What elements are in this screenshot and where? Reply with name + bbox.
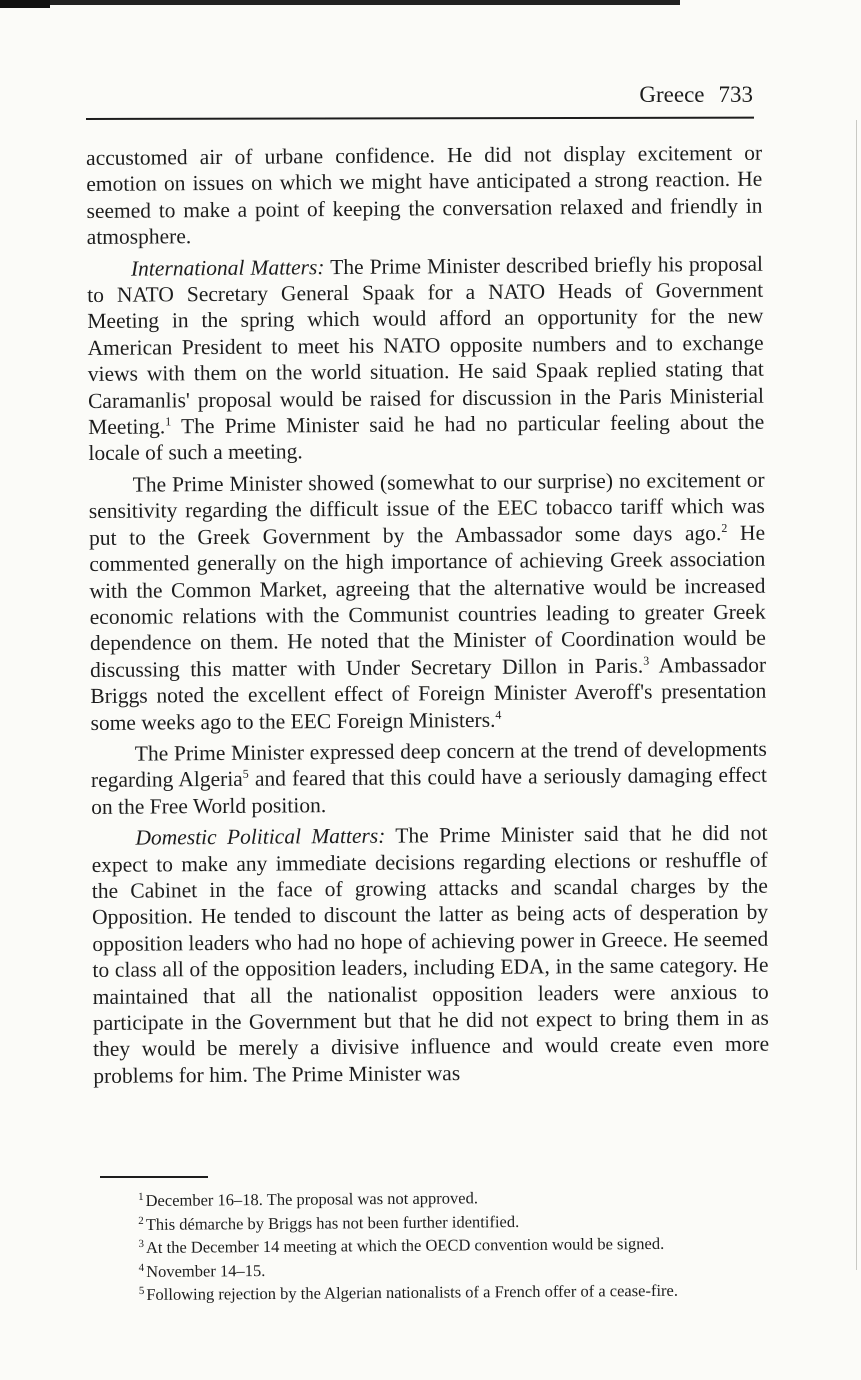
footnote-2: $^2$ This démarche by Briggs has not been further identified. (138, 1211, 520, 1234)
paragraph-1: accustomed air of urbane confidence. He did not display excitement or emotion on issues on which we might have anticipated a strong reaction. He seemed to make a point of keeping the conversation relaxed and friendly in atmosphere. (86, 140, 763, 250)
footnote-1: $^1$ December 16–18. The proposal was not approved. (138, 1188, 479, 1210)
paragraph-2: International Matters: The Prime Minister described briefly his proposal to NATO Secretary General Spaak for a NATO Heads of Government Meeting in the spring which would afford an opportunity for the new American President to meet his NATO opposite numbers and to exchange views with them on the world situation. He said Spaak replied stating that Caramanlis' proposal would be raised for discussion in the Paris Ministerial Meeting.$^1$ The Prime Minister said he had no particular feeling about the locale of such a meeting. (87, 251, 765, 466)
footnote-ref-4[interactable]: 4 (495, 707, 502, 722)
page-header (86, 82, 753, 116)
footnote-rule (100, 1176, 208, 1178)
footnote-ref-1[interactable]: 1 (165, 414, 172, 429)
page-number: 733 (718, 82, 753, 107)
scan-edge-right (856, 120, 857, 1270)
footnote-ref-5[interactable]: 5 (242, 767, 249, 782)
footnote-5: $^5$ Following rejection by the Algerian nationalists of a French offer of a cease-fire. (138, 1280, 679, 1304)
paragraph-5: Domestic Political Matters: The Prime Minister said that he did not expect to make any immediate decisions regarding elections or reshuffle of the Cabinet in the face of growing attacks and scandal charges by the Opposition. He tended to discount the latter as being acts of desperation by opposition leaders who had no hope of achieving power in Greece. He seemed to class all of the opposition leaders, including EDA, in the same category. He maintained that all the nationalist opposition leaders were anxious to participate in the Government but that he did not expect to bring them in as they would be merely a divisive influence and would create even more problems for him. The Prime Minister was (91, 820, 770, 1088)
running-head (639, 82, 753, 108)
main-text (86, 140, 769, 1094)
footnote-ref-2[interactable]: 2 (721, 520, 728, 535)
scan-edge-corner (0, 0, 50, 8)
header-rule (86, 117, 754, 120)
section-heading-international: International Matters: (130, 254, 325, 281)
scan-edge-top (0, 0, 680, 5)
running-title: Greece (639, 82, 705, 107)
footnote-3: $^3$ At the December 14 meeting at which the OECD convention would be signed. (138, 1233, 665, 1257)
section-heading-domestic: Domestic Political Matters: (135, 823, 386, 850)
paragraph-4: The Prime Minister expressed deep concern at the trend of developments regarding Algeria$^5$ and feared that this could have a seriously damaging effect on the Free World position. (90, 736, 768, 819)
footnotes (138, 1184, 779, 1307)
paragraph-3: The Prime Minister showed (somewhat to our surprise) no excitement or sensitivity regarding the difficult issue of the EEC tobacco tariff which was put to the Greek Government by the Ambassador some days ago.$^2$ He commented generally on the high importance of achieving Greek association with the Common Market, agreeing that the alternative would be increased economic relations with the Communist countries leading to greater Greek dependence on them. He noted that the Minister of Coordination would be discussing this matter with Under Secretary Dillon in Paris.$^3$ Ambassador Briggs noted the excellent effect of Foreign Minister Averoff's presentation some weeks ago to the EEC Foreign Ministers.$^4$ (88, 467, 767, 735)
footnote-4: $^4$ November 14–15. (138, 1260, 266, 1281)
footnote-ref-3[interactable]: 3 (643, 653, 650, 668)
